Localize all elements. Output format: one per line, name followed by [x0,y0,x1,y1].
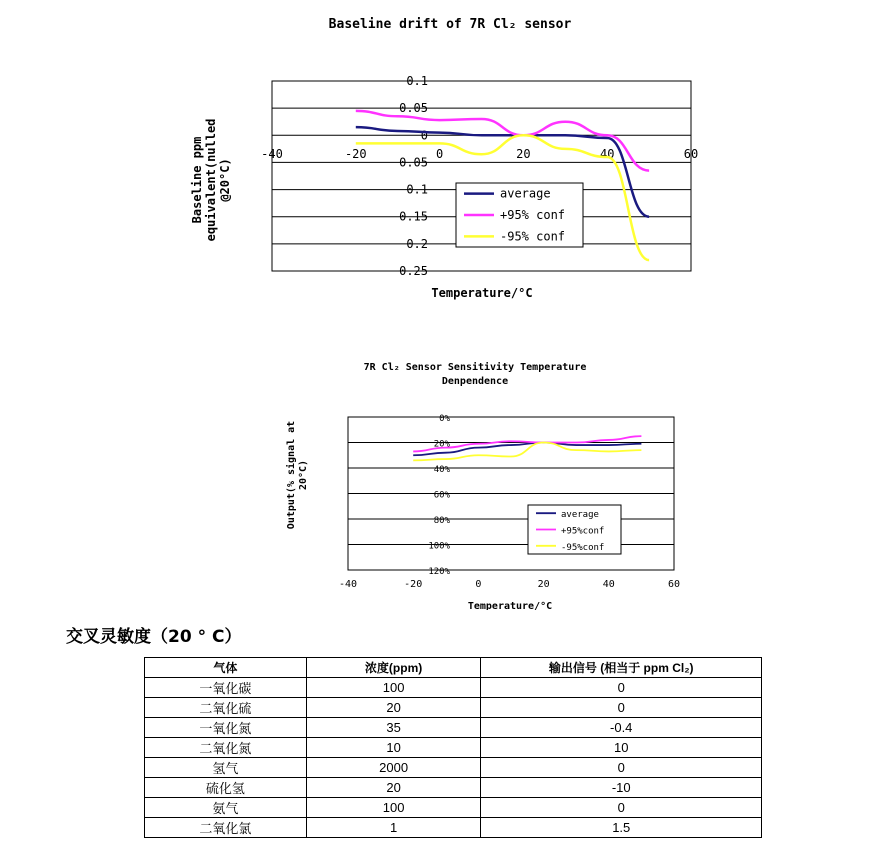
y-tick-label: 0.2 [406,236,428,251]
header-output-signal: 输出信号 (相当于 ppm Cl₂) [481,658,762,678]
table-row [145,758,762,778]
x-tick-label: 60 [667,579,681,590]
concentration-cell: 20 [306,778,481,798]
x-tick-label: 60 [683,147,699,161]
legend-label: average [561,510,599,521]
section-heading: 交叉灵敏度（20 ° C） [66,627,242,647]
concentration-cell: 2000 [306,758,481,778]
table-row [145,798,762,818]
chart-title: 7R Cl₂ Sensor Sensitivity Temperature Denpendence [363,362,587,387]
output-signal-cell: 10 [481,738,762,758]
legend-label: -95% conf [500,229,566,244]
gas-name-cell: 一氧化碳 [145,678,307,698]
header-gas: 气体 [145,658,307,678]
gas-name-cell: 硫化氢 [145,778,307,798]
x-axis-label: Temperature/°C [467,601,553,610]
concentration-cell: 100 [306,798,481,818]
y-tick-label: 0.1 [406,182,428,197]
gas-name-cell: 氨气 [145,798,307,818]
x-tick-label: -40 [338,579,358,590]
y-tick-label: 0.05 [399,101,428,116]
concentration-cell: 35 [306,718,481,738]
gas-name-cell: 二氧化氯 [145,818,307,838]
x-axis-label: Temperature/°C [431,286,533,300]
table-row [145,818,762,838]
x-tick-label: -40 [261,147,283,161]
legend-label: average [500,186,551,201]
cross-sensitivity-table [144,657,762,838]
y-tick-label: 0.1 [406,74,428,88]
y-tick-label: 100% [428,541,450,552]
table-row [145,738,762,758]
x-tick-label: -20 [404,579,423,590]
output-signal-cell: 0 [481,758,762,778]
table-body [145,678,762,838]
y-tick-label: 20% [433,439,450,450]
gas-name-cell: 一氧化氮 [145,718,307,738]
gas-name-cell: 氢气 [145,758,307,778]
x-tick-label: 0 [435,147,444,161]
header-concentration: 浓度(ppm) [306,658,481,678]
output-signal-cell: -0.4 [481,718,762,738]
x-tick-label: 0 [475,579,482,590]
y-tick-label: 40% [433,465,450,475]
legend-label: +95% conf [500,208,566,222]
output-signal-cell: 0 [481,678,762,698]
gas-name-cell: 二氧化氮 [145,738,307,758]
legend-label: -95%conf [561,542,605,553]
x-tick-label: 20 [537,579,550,590]
x-tick-label: 40 [602,579,615,590]
y-tick-label: 0.25 [399,264,428,278]
concentration-cell: 100 [306,678,481,698]
gas-name-cell: 二氧化硫 [145,698,307,718]
table-row [145,678,762,698]
concentration-cell: 20 [306,698,481,718]
chart-title: Baseline drift of 7R Cl₂ sensor [328,17,572,32]
concentration-cell: 1 [306,818,481,838]
y-tick-label: 0.05 [399,155,428,170]
x-tick-label: -20 [344,147,367,161]
table-row [145,718,762,738]
output-signal-cell: 0 [481,798,762,818]
y-tick-label: 0 [420,128,428,143]
output-signal-cell: -10 [481,778,762,798]
table-row [145,698,762,718]
y-axis-label: Output(% signal at20°C) [286,420,309,530]
output-signal-cell: 0 [481,698,762,718]
table-header-row [145,658,762,678]
x-tick-label: 40 [599,147,615,161]
y-tick-label: 120% [428,567,450,577]
concentration-cell: 10 [306,738,481,758]
legend-label: +95%conf [561,526,605,537]
x-tick-label: 20 [516,147,531,161]
y-tick-label: 80% [433,516,450,526]
y-axis-label: Baseline ppmequivalent(nulled@20°C) [190,118,232,242]
y-tick-label: 0.15 [399,209,428,224]
y-tick-label: 60% [433,490,450,501]
table-row [145,778,762,798]
y-tick-label: 0% [439,414,450,424]
output-signal-cell: 1.5 [481,818,762,838]
